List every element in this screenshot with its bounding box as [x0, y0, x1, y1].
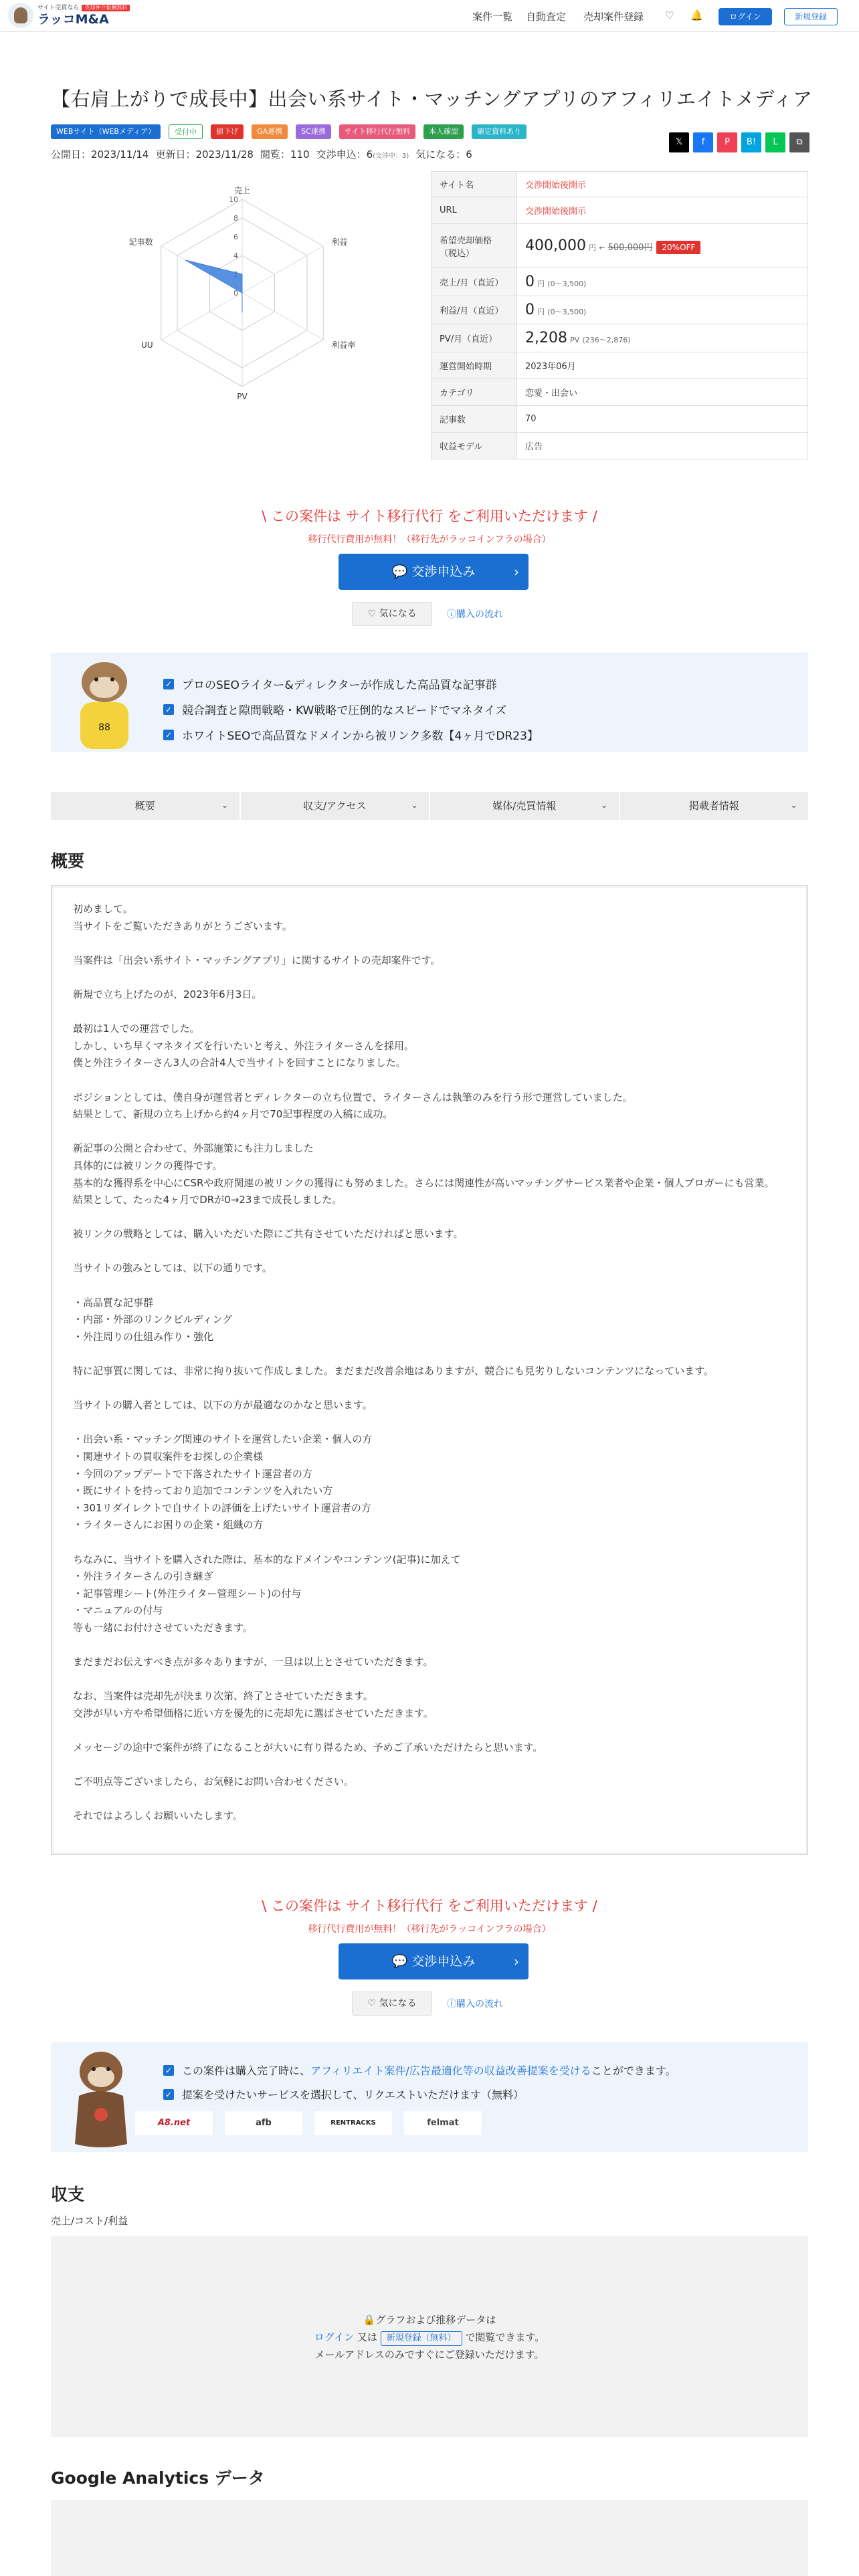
section-tabs [51, 792, 808, 820]
info-key: カテゴリ [432, 379, 517, 406]
partner-rentracks[interactable]: RENTRACKS [314, 2111, 392, 2135]
tab-revenue-access[interactable] [241, 792, 430, 820]
start-date-value: 2023年06月 [517, 352, 808, 379]
radar-scale-label: 10 [229, 195, 238, 204]
radar-axis-line [242, 293, 323, 340]
info-icon: ⓘ [447, 1999, 456, 2010]
lock-icon: 🔒 [363, 2314, 376, 2326]
price-cell: 400,000 円 ← 500,000円 20%OFF [517, 224, 808, 268]
pv-value: 2,208 [525, 330, 567, 346]
tab-lister-info[interactable] [620, 792, 809, 820]
purchase-flow-label: 購入の流れ [456, 609, 503, 620]
nav-auto-appraisal[interactable]: 自動査定 [526, 11, 567, 23]
price-unit: 円 [589, 243, 597, 252]
otter-mascot-icon [64, 2044, 138, 2151]
status-badge: サイト移行代行無料 [339, 124, 415, 139]
chevron-down-icon: ⌄ [411, 800, 418, 811]
benefit-text: この案件は購入完了時に、 [182, 2064, 311, 2077]
negotiate-button[interactable] [339, 554, 529, 590]
radar-scale-label: 0 [233, 289, 238, 298]
nav-sell-register[interactable]: 売却案件登録 [583, 11, 644, 23]
info-icon: ⓘ [447, 609, 456, 620]
negotiate-button-label: 交渉申込み [411, 1954, 476, 1969]
partner-a8[interactable]: A8.net [135, 2111, 213, 2135]
purchase-flow-label: 購入の流れ [456, 1999, 503, 2010]
lock-or: 又は [357, 2331, 377, 2343]
chat-icon: 💬 [391, 564, 412, 579]
info-row [432, 296, 808, 324]
ga-locked-box [51, 2500, 808, 2576]
tab-media-sale-info[interactable] [430, 792, 619, 820]
status-badge: WEBサイト（WEBメディア） [51, 124, 161, 139]
ga-heading: Google Analytics データ [51, 2468, 265, 2488]
point-item [163, 726, 539, 743]
revenue-improvement-box [51, 2042, 808, 2152]
partner-afb[interactable]: afb [225, 2111, 302, 2135]
negotiation-note: (交渉中：3) [373, 152, 409, 160]
info-key: URL [432, 197, 517, 224]
discount-badge: 20%OFF [656, 241, 700, 254]
revenue-subheading: 売上/コスト/利益 [51, 2215, 128, 2227]
seller-points-box [51, 653, 808, 752]
radar-scale-label: 6 [233, 233, 238, 241]
logo-badge: 売却仲介報酬無料 [82, 5, 130, 11]
purchase-flow-link[interactable] [447, 607, 503, 621]
tab-label: 媒体/売買情報 [492, 800, 557, 812]
tab-label: 収支/アクセス [302, 800, 367, 812]
radar-axis-label: PV [237, 392, 248, 401]
chevron-right-icon: › [514, 564, 519, 580]
status-badge: 受付中 [169, 124, 203, 139]
chevron-right-icon: › [514, 1953, 519, 1969]
overview-text: 初めまして。 当サイトをご覧いただきありがとうございます。 当案件は「出会い系サイト・マッチングアプリ」に関するサイトの売却案件です。 新規で立ち上げたのが、2023年6月3日。 最初は1人での運営でした。 しかし、いち早くマネタイズを行いたいと考え、外注ライターさんを採用。 僕と外注ライターさん3人の合計4人で当サイトを回すことになりました。 ポジションとしては、僕自身が運営者とディレクターの立ち位置で、ライターさんは執筆のみを行う形で運営していました。 結果として、新規の立ち上げから約4ヶ月で70記事程度の入稿に成功。 新記事の公開と合わせて、外部施策にも注力しました 具体的には被リンクの獲得です。 基本的な獲得系を中心にCSRや政府関連の被リンクの獲得にも努めました。さらには関連性が高いマッチングサービス業者や企業・個人ブロガーにも営業。 結果として、たった4ヶ月でDRが0→23まで成長しました。 被リンクの戦略としては、購入いただいた際にご共有させていただければと思います。 当サイトの強みとしては、以下の通りです。 ・高品質な記事群 ・内部・外部のリンクビルディング ・外注周りの仕組み作り・強化 特に記事質に関しては、非常に拘り抜いて作成しました。まだまだ改善余地はありますが、競合にも見劣りしないコンテンツになっています。 当サイトの購入者としては、以下の方が最適なのかなと思います。 ・出会い系・マッチング関連のサイトを運営したい企業・個人の方 ・関連サイトの買収案件をお探しの企業様 ・今回のアップデートで下落されたサイト運営者の方 ・既にサイトを持っており追加でコンテンツを入れたい方 ・301リダイレクトで自サイトの評価を上げたいサイト運営者の方 ・ライターさんにお困りの企業・組織の方 ちなみに、当サイトを購入された際は、基本的なドメインやコンテンツ(記事)に加えて ・外注ライターさんの引き継ぎ ・記事管理シート(外注ライター管理シート)の付与 ・マニュアルの付与 等も一緒にお付けさせていただきます。 まだまだお伝えすべき点が多々ありますが、一旦は以上とさせていただきます。 なお、当案件は売却先が決まり次第、終了とさせていただきます。 交渉が早い方や希望価格に近い方を優先的に売却先に選ばさせていただきます。 メッセージの途中で案件が終了になることが大いに有り得るため、予めご了承いただけたらと思います。 ご不明点等ございましたら、お気軽にお問い合わせください。 それではよろしくお願いいたします。 [73, 903, 775, 1822]
published-date: 公開日：2023/11/14 [51, 148, 149, 160]
lock-login-link[interactable]: ログイン [314, 2331, 355, 2343]
chevron-down-icon: ⌄ [221, 800, 229, 811]
share-buttons [669, 132, 809, 152]
overview-heading: 概要 [51, 851, 85, 871]
benefit-text-end: ことができます。 [591, 2064, 676, 2077]
line-share-icon[interactable]: L [765, 132, 785, 152]
heart-icon[interactable]: ♡ [665, 9, 674, 21]
logo-tagline: サイト売買なら [37, 4, 80, 11]
info-row [432, 197, 808, 224]
lock-after: で閲覧できます。 [465, 2331, 545, 2343]
hatena-share-icon[interactable]: B! [741, 132, 761, 152]
favorite-button[interactable] [352, 602, 432, 626]
radar-series-area [185, 260, 242, 312]
check-icon: ✓ [163, 2089, 174, 2100]
benefit-item [163, 2062, 676, 2078]
profit-unit: 円 [537, 308, 545, 316]
heart-icon: ♡ [367, 609, 379, 619]
revenue-locked-box [51, 2236, 808, 2437]
migration-cta-headline: \ この案件は サイト移行代行 をご利用いただけます / [262, 508, 597, 524]
info-row [432, 268, 808, 296]
revenue-heading: 収支 [51, 2185, 85, 2204]
info-row [432, 379, 808, 406]
negotiate-button-label: 交渉申込み [411, 564, 476, 579]
radar-scale-label: 8 [233, 214, 238, 223]
revenue-model-value: 広告 [517, 433, 808, 459]
check-icon: ✓ [163, 730, 174, 740]
radar-axis-label: 売上 [233, 186, 251, 195]
info-row [432, 224, 808, 268]
info-key: サイト名 [432, 172, 517, 197]
migration-cta-sub-2: 移行代行費用が無料！（移行先がラッコインフラの場合） [308, 1924, 551, 1935]
info-key: PV/月（直近） [432, 324, 517, 352]
pv-unit: PV [570, 336, 580, 344]
status-badge: 値下げ [211, 124, 244, 139]
pocket-share-icon[interactable]: P [717, 132, 737, 152]
check-icon: ✓ [163, 679, 174, 689]
stats-radar-chart [51, 170, 425, 411]
favorite-button-label: 気になる [379, 609, 417, 619]
check-icon: ✓ [163, 704, 174, 715]
chevron-down-icon: ⌄ [790, 800, 797, 811]
nav-listings[interactable]: 案件一覧 [472, 11, 513, 23]
info-key: 運営開始時期 [432, 352, 517, 379]
listing-meta [51, 147, 472, 161]
radar-axis-line [242, 246, 323, 293]
radar-axis-label: 利益 [331, 237, 348, 247]
info-key: 記事数 [432, 406, 517, 433]
login-button[interactable]: ログイン [719, 8, 772, 25]
sales-unit: 円 [537, 280, 545, 288]
tab-overview[interactable] [51, 792, 240, 820]
info-row [432, 406, 808, 433]
url-value: 交渉開始後開示 [517, 197, 808, 224]
sales-value: 0 [525, 274, 535, 290]
copy-link-icon[interactable]: ⧉ [789, 132, 809, 152]
page-title: 【右肩上がりで成長中】出会い系サイト・マッチングアプリのアフィリエイトメディア [51, 88, 813, 110]
revenue-proposal-link[interactable]: アフィリエイト案件/広告最適化等の収益改善提案を受ける [310, 2064, 591, 2077]
listing-tags [51, 124, 527, 139]
info-row [432, 433, 808, 459]
pv-range: (236〜2,876) [582, 336, 631, 344]
tab-label: 掲載者情報 [688, 800, 739, 812]
lock-register-button[interactable]: 新規登録（無料） [381, 2331, 462, 2346]
negotiation-count: 交渉申込：6 [316, 148, 373, 160]
point-text: 競合調査と隙間戦略・KW戦略で圧倒的なスピードでマネタイズ [182, 704, 507, 718]
old-price: 500,000円 [607, 243, 653, 253]
status-badge: 確定資料あり [472, 124, 527, 139]
radar-axis-line [161, 293, 242, 340]
favorite-count: 気になる：6 [415, 148, 472, 160]
point-text: ホワイトSEOで高品質なドメインから被リンク多数【4ヶ月でDR23】 [182, 730, 539, 743]
partner-felmat[interactable]: felmat [404, 2111, 482, 2135]
radar-axis-label: 記事数 [128, 237, 153, 247]
chat-icon: 💬 [391, 1954, 412, 1969]
heart-icon: ♡ [367, 1998, 379, 2009]
listing-info-table [431, 171, 808, 459]
tab-label: 概要 [134, 800, 155, 812]
status-badge: SC連携 [296, 124, 331, 139]
site-logo[interactable] [8, 3, 130, 28]
info-row [432, 172, 808, 197]
status-badge: 本人確認 [423, 124, 464, 139]
lock-message [51, 2311, 808, 2363]
info-key: 収益モデル [432, 433, 517, 459]
chevron-down-icon: ⌄ [600, 800, 608, 811]
favorite-button-2[interactable] [352, 1992, 432, 2016]
site-header [0, 0, 859, 32]
lock-line-3: メールアドレスのみですぐにご登録いただけます。 [314, 2349, 545, 2361]
profit-range: (0〜3,500) [547, 308, 587, 316]
svg-text:88: 88 [98, 722, 110, 733]
info-key: 希望売却価格（税込） [432, 224, 517, 268]
radar-axis-label: UU [141, 340, 153, 350]
profit-value: 0 [525, 302, 535, 318]
radar-axis-label: 利益率 [331, 340, 356, 350]
logo-name: ラッコM&A [37, 12, 109, 27]
radar-scale-label: 4 [233, 251, 238, 260]
purchase-flow-link-2[interactable] [447, 1997, 503, 2010]
info-row [432, 352, 808, 379]
category-value: 恋愛・出会い [517, 379, 808, 406]
negotiate-button-2[interactable] [339, 1943, 529, 1979]
info-row [432, 324, 808, 352]
updated-date: 更新日：2023/11/28 [155, 148, 254, 160]
info-key: 売上/月（直近） [432, 268, 517, 296]
bell-icon[interactable]: 🔔 [690, 9, 703, 21]
benefit-item [163, 2086, 524, 2102]
view-count: 閲覧：110 [260, 148, 310, 160]
site-name-value: 交渉開始後開示 [517, 172, 808, 197]
register-button[interactable]: 新規登録 [784, 8, 838, 25]
lock-line-1: グラフおよび推移データは [375, 2314, 496, 2326]
favorite-button-label: 気になる [379, 1998, 417, 2009]
migration-cta-sub: 移行代行費用が無料！（移行先がラッコインフラの場合） [308, 534, 551, 545]
sales-range: (0〜3,500) [547, 280, 587, 288]
article-count-value: 70 [517, 406, 808, 433]
benefit-text: 提案を受けたいサービスを選択して、リクエストいただけます（無料） [182, 2088, 524, 2101]
otter-mascot-icon [63, 655, 146, 752]
check-icon: ✓ [163, 2065, 174, 2076]
point-text: プロのSEOライター&ディレクターが作成した高品質な記事群 [182, 679, 497, 692]
otter-logo-icon [8, 3, 33, 28]
point-item [163, 701, 506, 718]
status-badge: GA連携 [252, 124, 288, 139]
x-share-icon[interactable]: 𝕏 [669, 132, 689, 152]
point-item [163, 675, 497, 692]
facebook-share-icon[interactable]: f [693, 132, 713, 152]
info-key: 利益/月（直近） [432, 296, 517, 324]
price-value: 400,000 [525, 237, 586, 254]
migration-cta-headline-2: \ この案件は サイト移行代行 をご利用いただけます / [262, 1898, 597, 1914]
overview-box [51, 885, 808, 1855]
